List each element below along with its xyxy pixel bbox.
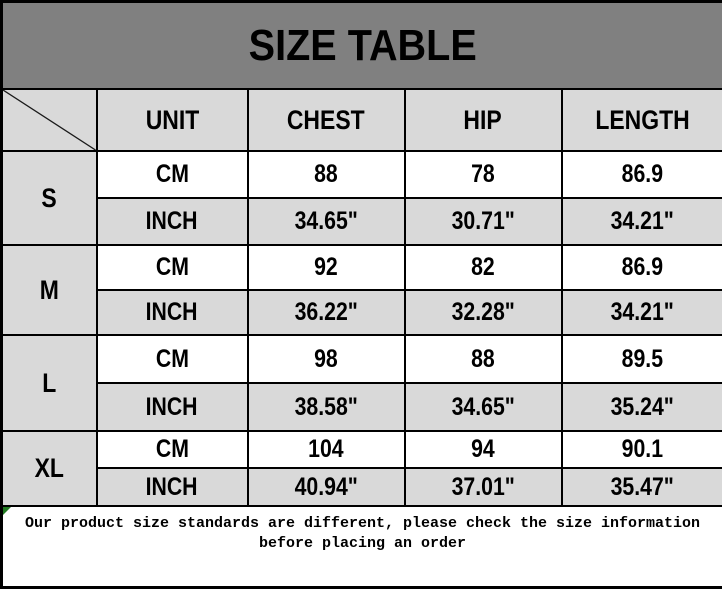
row-xl-inch-hip bbox=[405, 468, 562, 506]
row-l-cm-length bbox=[562, 335, 722, 383]
footer-note-cell bbox=[2, 506, 722, 588]
row-l-inch bbox=[2, 383, 722, 431]
size-label-text: M bbox=[40, 275, 59, 306]
row-xl-cm-hip bbox=[405, 431, 562, 468]
row-xl-inch-chest bbox=[248, 468, 405, 506]
row-l-cm-unit bbox=[97, 335, 248, 383]
value-text: 34.21" bbox=[611, 298, 674, 327]
row-m-inch-unit bbox=[97, 290, 248, 335]
value-text: 35.24" bbox=[611, 393, 674, 422]
value-text: 86.9 bbox=[622, 253, 663, 282]
row-m-cm bbox=[2, 245, 722, 290]
size-label-text: S bbox=[42, 183, 57, 214]
value-text: 36.22" bbox=[294, 298, 357, 327]
row-l-cm bbox=[2, 335, 722, 383]
row-s-inch-chest bbox=[248, 198, 405, 245]
row-s-inch-length bbox=[562, 198, 722, 245]
row-s-inch-unit bbox=[97, 198, 248, 245]
col-header-text: UNIT bbox=[145, 105, 199, 136]
col-header-text: CHEST bbox=[287, 105, 365, 136]
row-xl-cm bbox=[2, 431, 722, 468]
size-label-text: L bbox=[42, 368, 56, 399]
value-text: 34.65" bbox=[451, 393, 514, 422]
diagonal-line-icon bbox=[3, 90, 96, 150]
col-header-unit bbox=[97, 89, 248, 151]
unit-text: CM bbox=[155, 435, 188, 464]
value-text: 98 bbox=[314, 345, 338, 374]
row-l-cm-hip bbox=[405, 335, 562, 383]
row-xl-cm-chest bbox=[248, 431, 405, 468]
value-text: 82 bbox=[471, 253, 495, 282]
unit-text: CM bbox=[155, 160, 188, 189]
col-header-text: LENGTH bbox=[595, 105, 689, 136]
row-m-cm-length bbox=[562, 245, 722, 290]
row-s-cm-hip bbox=[405, 151, 562, 198]
col-header-hip bbox=[405, 89, 562, 151]
value-text: 34.21" bbox=[611, 207, 674, 236]
value-text: 32.28" bbox=[451, 298, 514, 327]
row-m-inch-length bbox=[562, 290, 722, 335]
column-header-row bbox=[2, 89, 722, 151]
value-text: 40.94" bbox=[294, 473, 357, 502]
row-s-cm-length bbox=[562, 151, 722, 198]
size-label-l bbox=[2, 335, 97, 431]
row-m-inch-chest bbox=[248, 290, 405, 335]
col-header-text: HIP bbox=[464, 105, 502, 136]
unit-text: CM bbox=[155, 345, 188, 374]
row-xl-cm-length bbox=[562, 431, 722, 468]
value-text: 78 bbox=[471, 160, 495, 189]
row-xl-inch bbox=[2, 468, 722, 506]
unit-text: INCH bbox=[146, 393, 198, 422]
value-text: 90.1 bbox=[622, 435, 663, 464]
unit-text: INCH bbox=[146, 473, 198, 502]
row-m-cm-unit bbox=[97, 245, 248, 290]
row-xl-inch-length bbox=[562, 468, 722, 506]
value-text: 88 bbox=[471, 345, 495, 374]
value-text: 88 bbox=[314, 160, 338, 189]
unit-text: INCH bbox=[146, 207, 198, 236]
size-label-s bbox=[2, 151, 97, 245]
unit-text: CM bbox=[155, 253, 188, 282]
value-text: 34.65" bbox=[294, 207, 357, 236]
row-s-cm-unit bbox=[97, 151, 248, 198]
value-text: 35.47" bbox=[611, 473, 674, 502]
corner-diagonal-cell bbox=[2, 89, 97, 151]
row-s-inch-hip bbox=[405, 198, 562, 245]
value-text: 92 bbox=[314, 253, 338, 282]
row-l-cm-chest bbox=[248, 335, 405, 383]
footer-note-line2: before placing an order bbox=[3, 534, 722, 554]
value-text: 37.01" bbox=[451, 473, 514, 502]
row-l-inch-unit bbox=[97, 383, 248, 431]
value-text: 38.58" bbox=[294, 393, 357, 422]
row-s-inch bbox=[2, 198, 722, 245]
row-l-inch-hip bbox=[405, 383, 562, 431]
value-text: 104 bbox=[308, 435, 343, 464]
value-text: 30.71" bbox=[451, 207, 514, 236]
table-title-text: SIZE TABLE bbox=[248, 21, 476, 71]
row-s-cm-chest bbox=[248, 151, 405, 198]
cell-corner-marker-icon bbox=[3, 507, 11, 515]
row-xl-inch-unit bbox=[97, 468, 248, 506]
col-header-chest bbox=[248, 89, 405, 151]
size-label-xl bbox=[2, 431, 97, 506]
value-text: 86.9 bbox=[622, 160, 663, 189]
footer-row bbox=[2, 506, 722, 588]
size-label-text: XL bbox=[35, 453, 64, 484]
size-label-m bbox=[2, 245, 97, 335]
table-title bbox=[2, 2, 722, 90]
value-text: 89.5 bbox=[622, 345, 663, 374]
row-xl-cm-unit bbox=[97, 431, 248, 468]
value-text: 94 bbox=[471, 435, 495, 464]
title-row bbox=[2, 2, 722, 90]
unit-text: INCH bbox=[146, 298, 198, 327]
row-s-cm bbox=[2, 151, 722, 198]
row-m-cm-hip bbox=[405, 245, 562, 290]
footer-note-line1: Our product size standards are different, please check the size information bbox=[3, 514, 722, 534]
row-l-inch-chest bbox=[248, 383, 405, 431]
row-m-inch bbox=[2, 290, 722, 335]
row-m-cm-chest bbox=[248, 245, 405, 290]
row-m-inch-hip bbox=[405, 290, 562, 335]
row-l-inch-length bbox=[562, 383, 722, 431]
col-header-length bbox=[562, 89, 722, 151]
